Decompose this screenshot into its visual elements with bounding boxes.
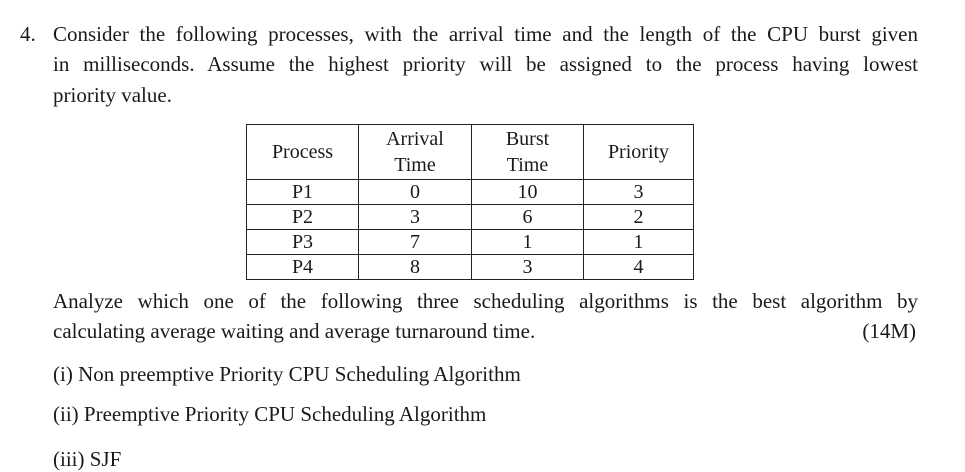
header-burst-time [472,125,584,180]
table-row [247,180,694,205]
cell-arrival: 0 [359,180,472,205]
question-intro-line-1: Consider the following processes, with the arrival time and the length of the CPU burst given [53,22,918,46]
header-arrival-line-2: Time [394,154,436,176]
cell-priority: 2 [584,205,694,230]
table-header-row [247,125,694,180]
header-burst-line-2: Time [506,154,549,176]
option-3: (iii) SJF [53,447,122,471]
cell-priority: 3 [584,180,694,205]
cell-priority: 4 [584,255,694,280]
cell-burst: 10 [472,180,584,205]
table-row [247,205,694,230]
header-process: Process [247,125,359,180]
cell-process: P1 [247,180,359,205]
process-table [246,124,694,280]
cell-priority: 1 [584,230,694,255]
header-arrival-line-1: Arrival [386,128,444,150]
cell-process: P2 [247,205,359,230]
cell-burst: 6 [472,205,584,230]
table-row [247,255,694,280]
analysis-line-1: Analyze which one of the following three scheduling algorithms is the best algorithm by [53,289,918,313]
marks-label: (14M) [862,319,916,343]
header-burst-line-1: Burst [505,128,550,150]
question-intro-line-2: in milliseconds. Assume the highest priority will be assigned to the process having lowest [53,52,918,76]
header-arrival-time [359,125,472,180]
option-1: (i) Non preemptive Priority CPU Scheduling Algorithm [53,362,521,386]
cell-burst: 3 [472,255,584,280]
question-intro-line-3: priority value. [53,83,172,107]
option-2: (ii) Preemptive Priority CPU Scheduling Algorithm [53,402,487,426]
cell-process: P4 [247,255,359,280]
cell-arrival: 8 [359,255,472,280]
cell-process: P3 [247,230,359,255]
cell-arrival: 3 [359,205,472,230]
analysis-line-2: calculating average waiting and average turnaround time. [53,319,536,343]
question-number: 4. [20,22,36,46]
header-priority: Priority [584,125,694,180]
cell-burst: 1 [472,230,584,255]
table-row [247,230,694,255]
cell-arrival: 7 [359,230,472,255]
